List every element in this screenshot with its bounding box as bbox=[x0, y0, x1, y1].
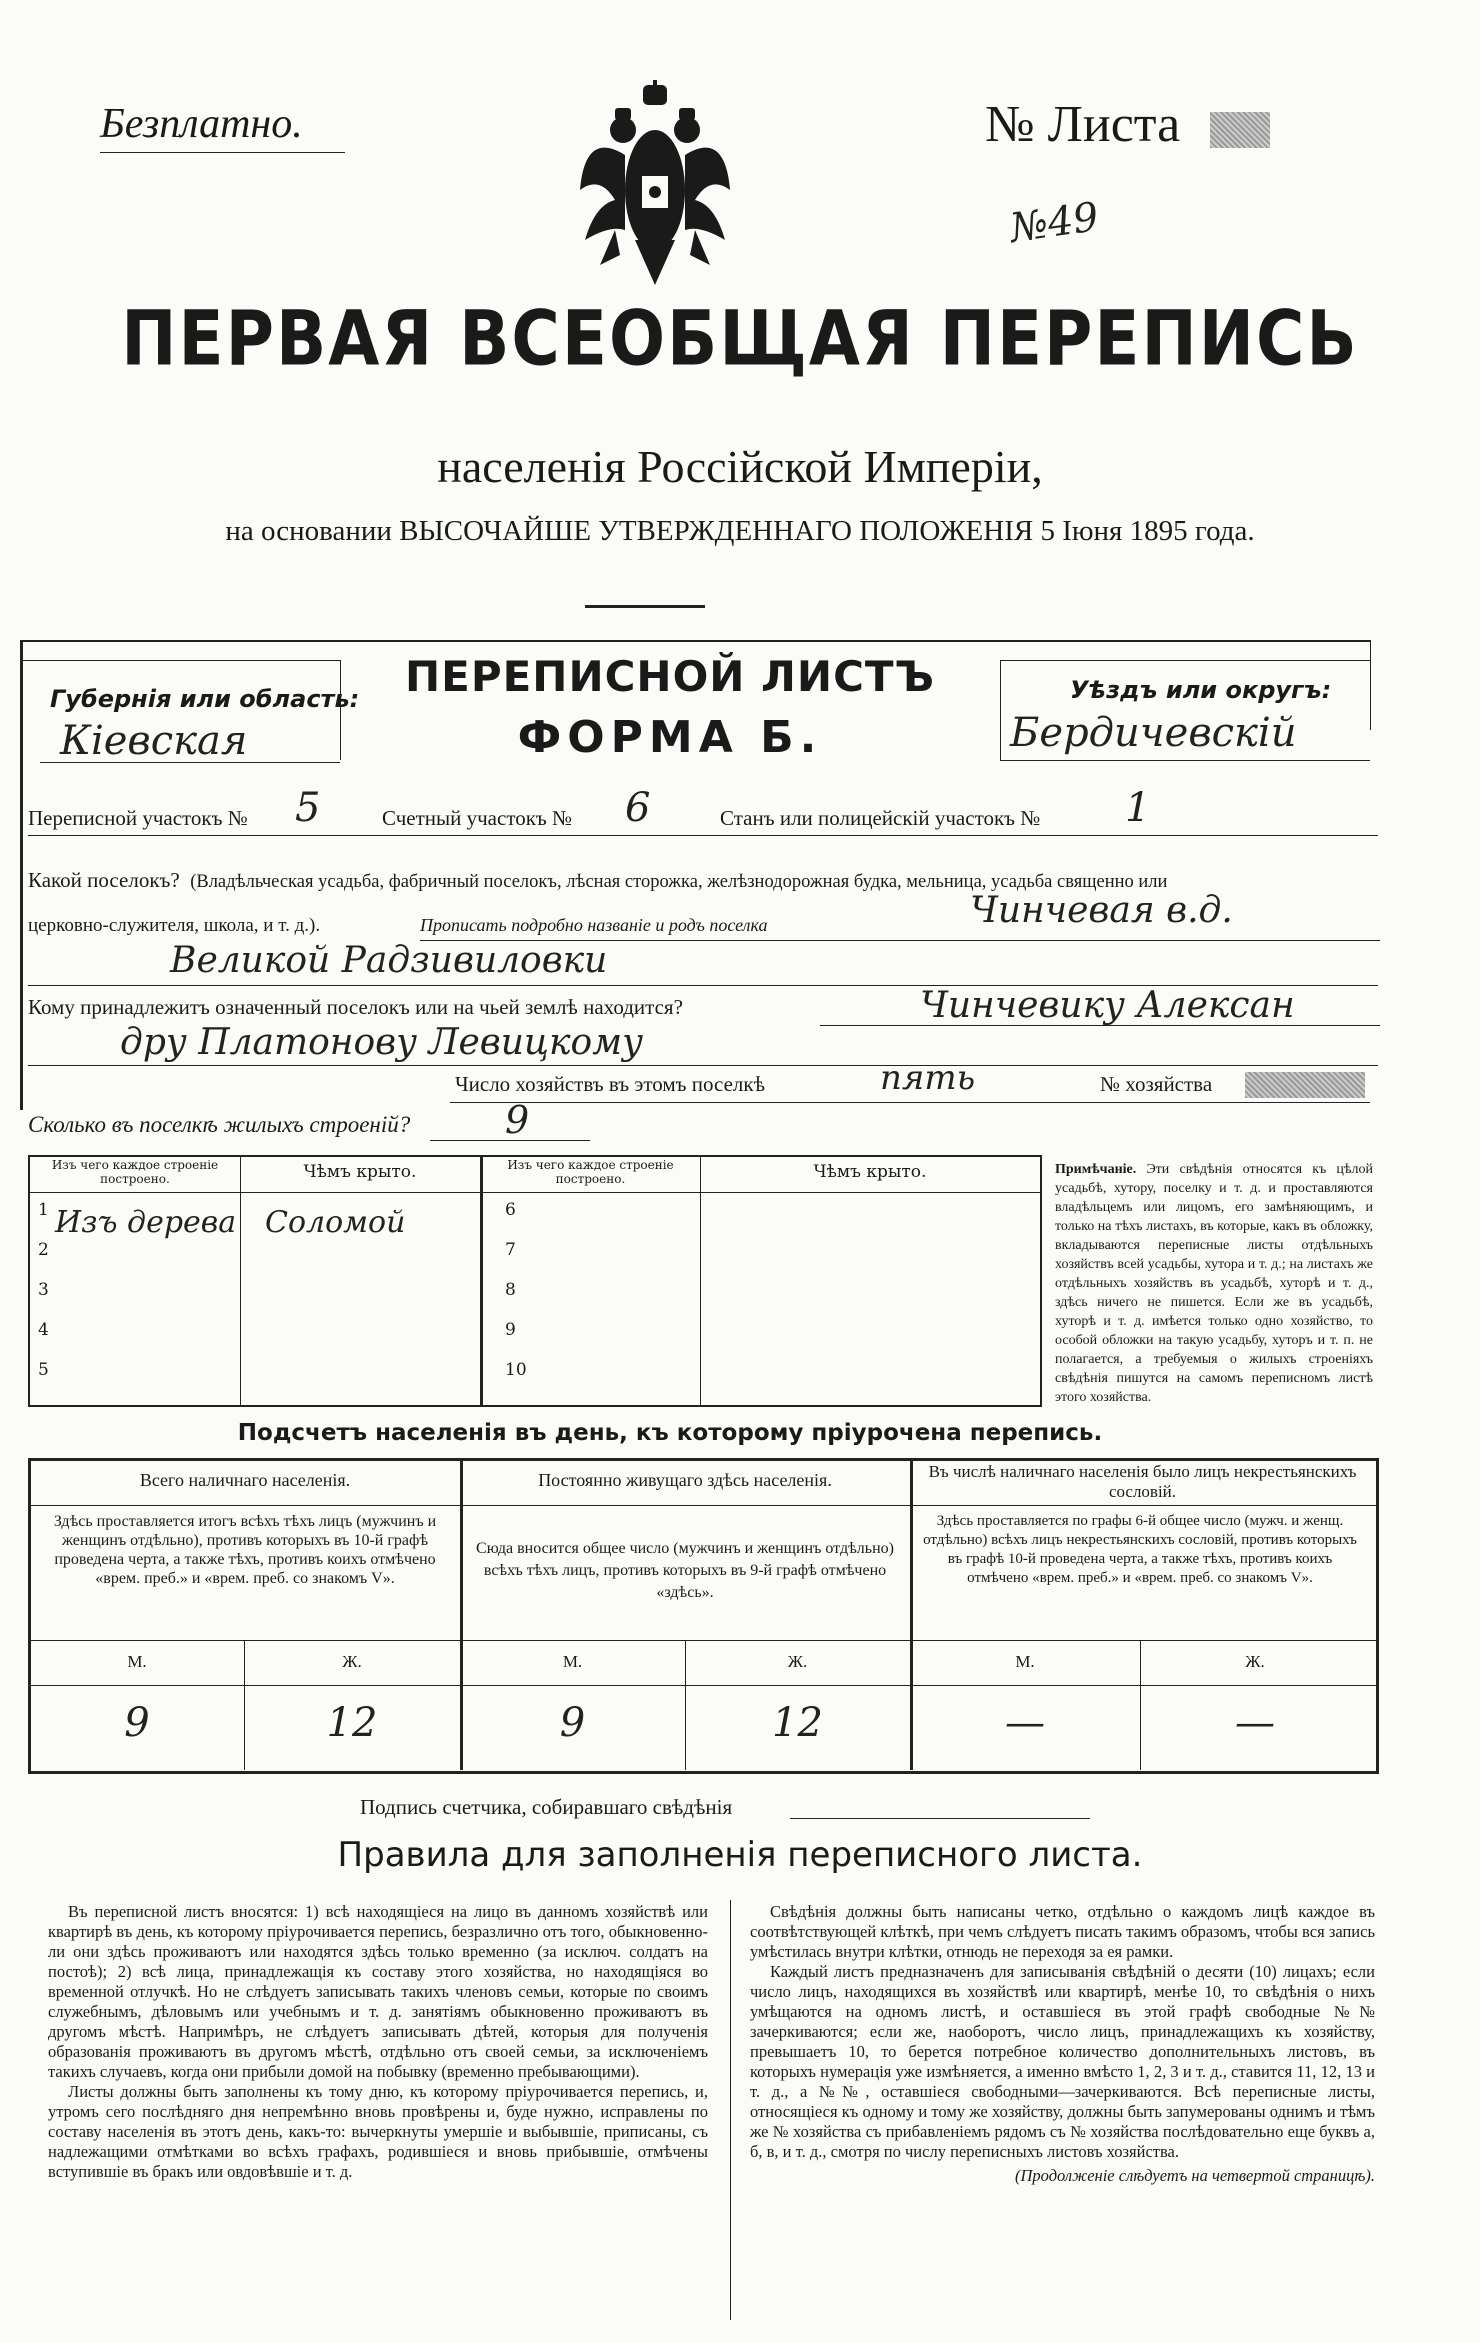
uezd-value: Бердичевскій bbox=[1010, 710, 1297, 756]
col-permanent-zh: Ж. bbox=[787, 1652, 808, 1671]
row-1-roof: Соломой bbox=[265, 1205, 406, 1240]
row-7-number: 7 bbox=[505, 1240, 516, 1260]
rules-left-column: Въ переписной листъ вносятся: 1) всѣ находящіеся на лицо въ данномъ хозяйствѣ или квартирѣ въ день, къ которому пріурочивается перепись, безразлично отъ того, обыкновенно-ли они здѣсь проживаютъ или находятся здѣсь только временно (за исключ. солдатъ на постоѣ); 2) всѣ лица, принадлежащія къ составу этого хозяйства, но находящіяся во временной отлучкѣ. Но не слѣдуетъ записывать такихъ членовъ семьи, которые по своимъ служебнымъ, дѣловымъ или учебнымъ и т. д. занятіямъ обыкновенно проживаютъ въ другомъ мѣстѣ. Напримѣръ, не слѣдуетъ записывать дѣтей, которыя для полученія образованія проживаютъ въ другомъ мѣстѣ, отдѣльно отъ своей семьи, за исключеніемъ такихъ случаевъ, когда они прибыли домой на побывку (временно пребывающими). Листы должны быть заполнены къ тому дню, къ которому пріурочивается перепись, и, утромъ сего послѣдняго дня непремѣнно вновь провѣрены и, буде нужно, исправлены по составу населенія въ этотъ день, какъ-то: вычеркнуты умершіе и выбывшіе, приписаны, съ надлежащими отмѣтками во всѣхъ графахъ, родившіеся и вновь прибывшіе, отмѣчены вступившіе въ бракъ или овдовѣвшіе и т. д. bbox=[48, 1902, 708, 2181]
form-label: ФОРМА Б. bbox=[517, 712, 823, 763]
permanent-m-value: 9 bbox=[559, 1700, 586, 1746]
nonpeasant-m-value: — bbox=[1005, 1700, 1045, 1746]
redacted-mark bbox=[1210, 112, 1270, 148]
rules-heading: Правила для заполненія переписного листа. bbox=[337, 1835, 1143, 1875]
col-total-zh: Ж. bbox=[342, 1652, 362, 1671]
col-permanent-m: М. bbox=[562, 1652, 583, 1671]
col-material-header: Изъ чего каждое строеніе построено. bbox=[51, 1158, 219, 1186]
uezd-label: Уѣздъ или округъ: bbox=[1070, 676, 1332, 704]
settlement-options-cont: церковно-служителя, школа, и т. д.). bbox=[28, 915, 321, 936]
row-1-material: Изъ дерева bbox=[55, 1205, 237, 1240]
page-subtitle: населенія Россійской Имперіи, bbox=[437, 441, 1043, 492]
col-nonpeasant-text: Здѣсь проставляется по графы 6-й общее число (мужч. и женщ. отдѣльно) всѣхъ лицъ некрестьянскихъ сословій, противъ которыхъ въ графѣ 10-й проведена черта, а также тѣхъ, противъ коихъ отмѣчено «врем. преб.» и «врем. преб. со знакомъ V». bbox=[923, 1513, 1357, 1586]
census-district-value: 5 bbox=[295, 785, 321, 831]
enumerator-signature-label: Подпись счетчика, собиравшаго свѣдѣнія bbox=[360, 1795, 733, 1819]
redacted-household-number bbox=[1245, 1072, 1365, 1098]
row-3-number: 3 bbox=[38, 1280, 49, 1300]
nonpeasant-zh-value: — bbox=[1235, 1700, 1275, 1746]
row-8-number: 8 bbox=[505, 1280, 516, 1300]
settlement-value-1: Чинчевая в.д. bbox=[970, 890, 1233, 931]
stan-label: Станъ или полицейскій участокъ № bbox=[720, 806, 1041, 830]
row-10-number: 10 bbox=[505, 1360, 527, 1380]
col-roof-header-2: Чѣмъ крыто. bbox=[813, 1162, 927, 1182]
total-m-value: 9 bbox=[124, 1700, 150, 1746]
gubernia-value: Кіевская bbox=[60, 718, 248, 764]
row-6-number: 6 bbox=[505, 1200, 516, 1220]
owner-value-2: дру Платонову Левицкому bbox=[120, 1022, 643, 1063]
legal-basis: на основании ВЫСОЧАЙШЕ УТВЕРЖДЕННАГО ПОЛОЖЕНІЯ 5 Іюня 1895 года. bbox=[225, 515, 1255, 547]
household-number-label: № хозяйства bbox=[1100, 1072, 1213, 1096]
col-roof-header: Чѣмъ крыто. bbox=[303, 1162, 417, 1182]
census-district-label: Переписной участокъ № bbox=[28, 806, 248, 830]
permanent-zh-value: 12 bbox=[772, 1700, 823, 1746]
buildings-note: Примѣчаніе. Эти свѣдѣнія относятся къ цѣлой усадьбѣ, хутору, поселку и т. д. и проставляются владѣльцемъ или лицомъ, его замѣняющимъ, и только на тѣхъ листахъ, въ которые, какъ въ обложку, вкладываются переписные листы отдѣльныхъ хозяйствъ всей усадьбы, хутора и т. д.; на листахъ же отдѣльныхъ хозяйствъ въ усадьбѣ, хуторѣ и т. д., здѣсь ничего не пишется. Если же въ усадьбѣ, хуторѣ и т. д. имѣется только одно хозяйство, то особой обложки на такую усадьбу, хуторъ и т. п. не полагается, а требуемыя о жилыхъ строеніяхъ свѣдѣнія пишутся на самомъ переписномъ листѣ этого хозяйства. bbox=[1055, 1162, 1373, 1405]
row-1-number: 1 bbox=[38, 1200, 49, 1220]
col-total-m: М. bbox=[127, 1652, 147, 1671]
settlement-instruction: Прописать подробно названіе и родъ поселка bbox=[420, 915, 768, 935]
households-label: Число хозяйствъ въ этомъ поселкѣ bbox=[455, 1072, 765, 1096]
sheet-number-handwritten: №49 bbox=[1007, 194, 1102, 252]
row-2-number: 2 bbox=[38, 1240, 49, 1260]
col-permanent-text: Сюда вносится общее число (мужчинъ и женщинъ отдѣльно) всѣхъ тѣхъ лицъ, противъ которыхъ въ 9-й графѣ отмѣчено «здѣсь». bbox=[476, 1540, 894, 1601]
double-headed-eagle-icon bbox=[575, 80, 735, 285]
gubernia-label: Губернія или область: bbox=[50, 685, 360, 713]
row-4-number: 4 bbox=[38, 1320, 49, 1340]
settlement-question: Какой поселокъ? (Владѣльческая усадьба, фабричный поселокъ, лѣсная сторожка, желѣзнодорожная будка, мельница, усадьба священно или bbox=[28, 868, 1168, 892]
population-heading: Подсчетъ населенія въ день, къ которому пріурочена перепись. bbox=[237, 1420, 1103, 1446]
col-total-text: Здѣсь проставляется итогъ всѣхъ тѣхъ лицъ (мужчинъ и женщинъ отдѣльно), противъ которыхъ въ 10-й графѣ проведена черта, а также тѣхъ, противъ коихъ отмѣчено «врем. преб.» и «врем. преб. со знакомъ V». bbox=[53, 1513, 437, 1587]
col-nonpeasant-m: М. bbox=[1015, 1652, 1035, 1671]
count-district-value: 6 bbox=[625, 785, 651, 831]
owner-value-1: Чинчевику Алексан bbox=[920, 985, 1295, 1026]
sheet-number-label: № Листа bbox=[985, 96, 1181, 153]
total-zh-value: 12 bbox=[326, 1700, 378, 1746]
page-title: ПЕРВАЯ ВСЕОБЩАЯ ПЕРЕПИСЬ bbox=[121, 294, 1359, 383]
sheet-title: ПЕРЕПИСНОЙ ЛИСТЪ bbox=[404, 652, 936, 701]
owner-question: Кому принадлежитъ означенный поселокъ или на чьей землѣ находится? bbox=[28, 995, 683, 1019]
buildings-value: 9 bbox=[505, 1098, 530, 1142]
settlement-value-2: Великой Радзивиловки bbox=[170, 940, 608, 981]
col-permanent-title: Постоянно живущаго здѣсь населенія. bbox=[538, 1470, 832, 1490]
col-total-title: Всего наличнаго населенія. bbox=[139, 1470, 351, 1490]
row-9-number: 9 bbox=[505, 1320, 516, 1340]
stan-value: 1 bbox=[1125, 785, 1151, 831]
col-nonpeasant-zh: Ж. bbox=[1245, 1652, 1265, 1671]
households-value: пять bbox=[880, 1058, 976, 1098]
free-label: Безплатно. bbox=[100, 101, 303, 147]
col-nonpeasant-title: Въ числѣ наличнаго населенія было лицъ некрестьянскихъ сословій. bbox=[928, 1462, 1357, 1501]
buildings-label: Сколько въ поселкѣ жилыхъ строеній? bbox=[28, 1112, 411, 1137]
col-material-header-2: Изъ чего каждое строеніе построено. bbox=[507, 1158, 674, 1186]
row-5-number: 5 bbox=[38, 1360, 49, 1380]
count-district-label: Счетный участокъ № bbox=[382, 806, 573, 830]
rules-right-column: Свѣдѣнія должны быть написаны четко, отдѣльно о каждомъ лицѣ каждое въ соотвѣтствующей клѣткѣ, при чемъ слѣдуетъ писать такимъ образомъ, чтобы вся запись умѣстилась внутри клѣтки, отнюдь не переходя за ея рамки. Каждый листъ предназначенъ для записыванія свѣдѣній о десяти (10) лицахъ; если число лицъ, находящихся въ хозяйствѣ или квартирѣ, менѣе 10, то свѣдѣнія о нихъ умѣщаются на одномъ листѣ, и оставшіеся въ этой графѣ свободные №№ зачеркиваются; если же, наоборотъ, число лицъ, принадлежащихъ къ хозяйству, превышаетъ 10, то берется потребное количество дополнительныхъ листовъ, въ которыхъ нумерація уже измѣняется, а именно вмѣсто 1, 2, 3 и т. д., ставится 11, 12, 13 и т. д., а №№, оставшіеся свободными—зачеркиваются. Всѣ переписные листы, относящіеся къ одному и тому же хозяйству, должны быть запумерованы однимъ и тѣмъ же № хозяйства съ прибавленіемъ рядомъ съ № хозяйства послѣдовательно еще буквъ а, б, в, и т. д., смотря по числу переписныхъ листовъ хозяйства. (Продолженіе слѣдуетъ на четвертой страницѣ). bbox=[750, 1902, 1375, 2185]
